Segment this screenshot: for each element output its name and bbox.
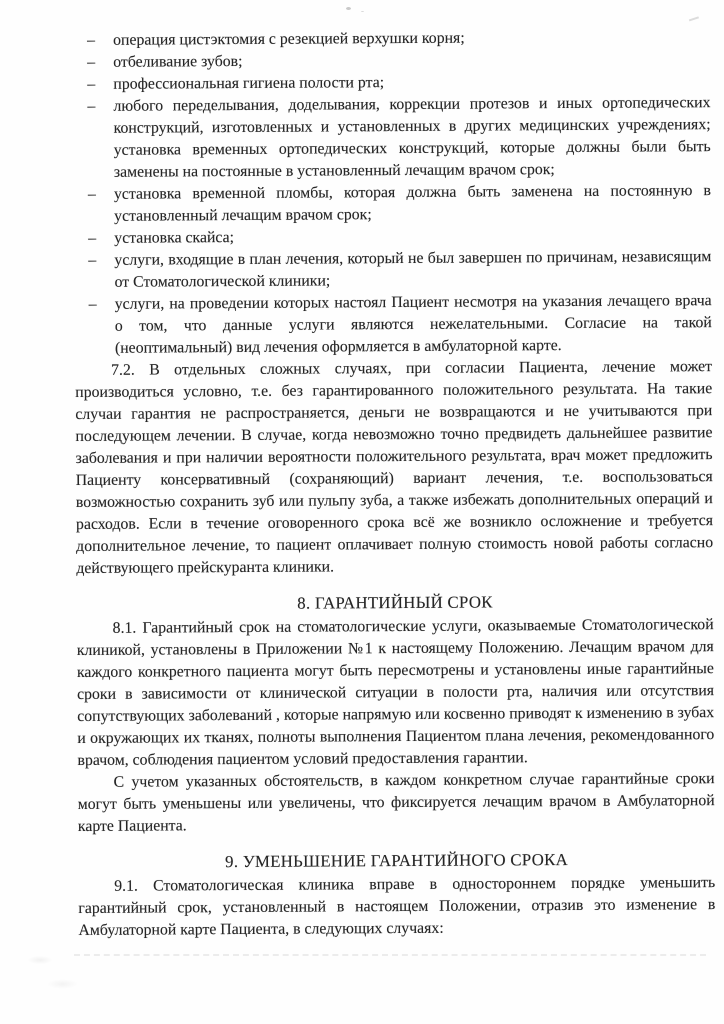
scan-smudge-artifact xyxy=(22,948,112,1008)
list-item-text: профессиональная гигиена полости рта; xyxy=(113,74,385,93)
paragraph-8-2: С учетом указанных обстоятельств, в каждом конкретном случае гарантийные сроки могут быть уменьшены или увеличены, что фиксируется лечащим врачом в Амбулаторной карте Пациента. xyxy=(77,770,715,835)
dash-marker: – xyxy=(88,229,97,247)
dash-marker: – xyxy=(87,31,96,49)
list-item xyxy=(88,180,711,228)
paragraph-9-1: 9.1. Стоматологическая клиника вправе в одностороннем порядке уменьшить гарантийный срок, установленный в настоящем Положении, отразив это изменение в Амбулаторной карте Пациента, в следующих случаях: xyxy=(78,874,716,939)
section-8-heading: 8. ГАРАНТИЙНЫЙ СРОК xyxy=(297,592,493,613)
list-item xyxy=(87,92,711,184)
dash-marker: – xyxy=(87,97,96,115)
paragraph-8-1: 8.1. Гарантийный срок на стоматологические услуги, оказываемые Стоматологической клиникой, установлены в Приложении №1 к настоящему Положению. Лечащим врачом для каждого конкретного пациента могут быть пересмотрены и установлены иные гарантийные сроки в зависимости от клинической ситуации в полости рта, наличия или отсутствия сопутствующих заболеваний , которые напрямую или косвенно приводят к изменению в зубах и окружающих их тканях, полноты выполнения Пациентом плана лечения, рекомендованного врачом, соблюдения пациентом условий предоставления гарантии. xyxy=(76,616,715,769)
section-9-heading: 9. УМЕНЬШЕНИЕ ГАРАНТИЙНОГО СРОКА xyxy=(225,849,569,872)
list-item xyxy=(88,246,711,294)
list-item-text: услуги, на проведении которых настоял Пациент несмотря на указания лечащего врача о том, что данные услуги являются нежелательными. Согласие на такой (неоптимальный) вид лечения оформляется в амбулаторной карте. xyxy=(114,292,712,357)
exclusions-list xyxy=(73,26,712,360)
list-item-text: любого переделывания, доделывания, коррекции протезов и иных ортопедических конструкций, изготовленных и установленных в других медицинских учреждениях; установка временных ортопедических конструкций, которые должны были быть заменены на постоянные в установленный лечащим врачом срок; xyxy=(113,94,711,181)
scan-speck-artifact xyxy=(346,7,351,10)
list-item-text: услуги, входящие в план лечения, который не был завершен по причинам, независящим от Стоматологической клиники; xyxy=(114,248,712,291)
scan-smudge-artifact xyxy=(687,11,699,22)
list-item-text: отбеливание зубов; xyxy=(113,52,243,71)
dash-marker: – xyxy=(87,185,96,203)
list-item-text: операция цистэктомия с резекцией верхушки корня; xyxy=(113,29,465,49)
dash-marker: – xyxy=(87,53,96,71)
dash-marker: – xyxy=(88,251,97,269)
list-item-text: установка скайса; xyxy=(114,229,235,247)
scan-dashed-line-artifact xyxy=(74,954,706,956)
paragraph-7-2: 7.2. В отдельных сложных случаях, при согласии Пациента, лечение может производиться условно, т.е. без гарантированного положительного результата. На такие случаи гарантия не распространяется, деньги не возвращаются и не учитываются при последующем лечении. В случае, когда невозможно точно предвидеть дальнейшее развитие заболевания и при наличии вероятности положительного результата, врач может предложить Пациенту консервативный (сохраняющий) вариант лечения, т.е. воспользоваться возможностью сохранить зуб или пульпу зуба, а также избежать дополнительных операций и расходов. Если в течение оговоренного срока всё же возникло осложнение и требуется дополнительное лечение, то пациент оплачивает полную стоимость новой работы согласно действующего прейскуранта клиники. xyxy=(75,358,714,577)
list-item xyxy=(89,290,712,360)
dash-marker: – xyxy=(87,75,96,93)
list-item-text: установка временной пломбы, которая должна быть заменена на постоянную в установленный лечащим врачом срок; xyxy=(113,182,712,225)
dash-marker: – xyxy=(88,295,97,313)
document-content xyxy=(73,26,716,942)
